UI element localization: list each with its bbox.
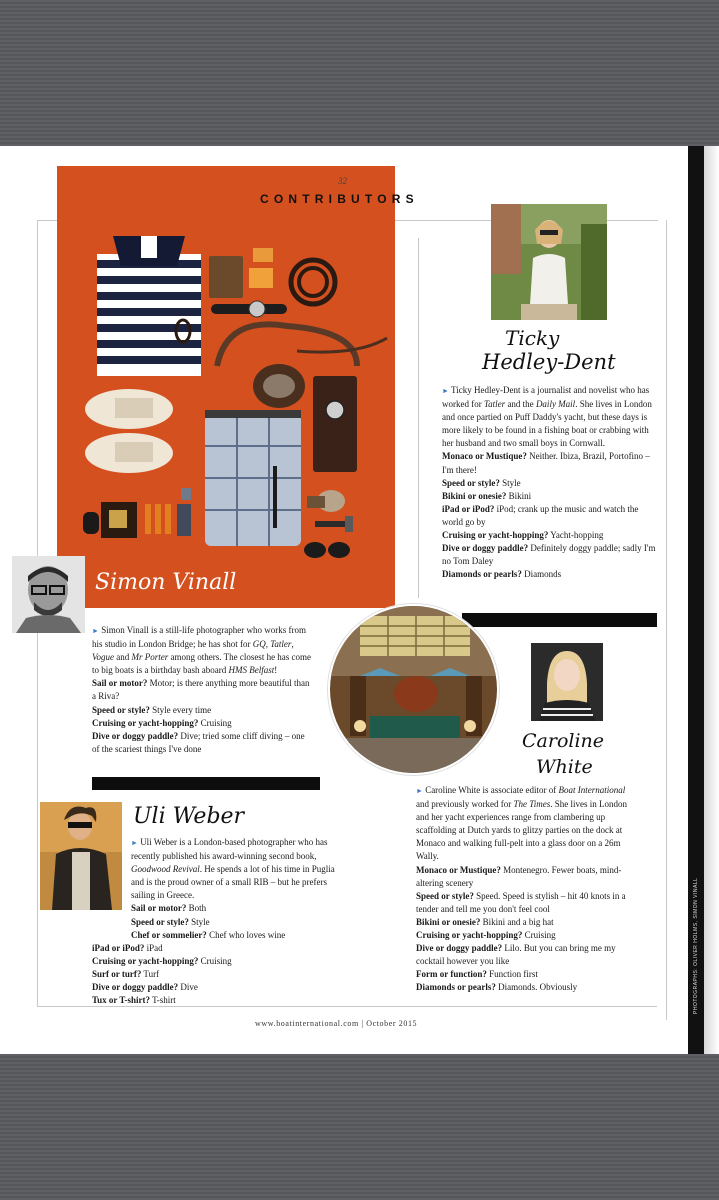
bio-ticky-intro: ► Ticky Hedley-Dent is a journalist and novelist who has worked for Tatler and the Daily Mail. She lives in London and once partied on Puff Daddy's yacht, but these days is more likely to be found in a fishing boat or crabbing with her husband and two small boys in Cornwall. bbox=[442, 385, 652, 449]
bio-simon-intro: ► Simon Vinall is a still-life photographer who works from his studio in London Bridge; he has shot for GQ, Tatler, Vogue and Mr Porter among others. The closest he has come to big boats is a birthday bash aboard HMS Belfast! bbox=[92, 625, 312, 676]
qa-item: Bikini or onesie? Bikini and a big hat bbox=[416, 916, 554, 927]
bio-caroline-intro: ► Caroline White is associate editor of Boat International and previously worked for The Times. She lives in London and her yacht experiences range from clambering up scaffolding at Dutch yards to glitzy parties on the dock at Monaco and walking full-pelt into a glass door on a 26m Wally. bbox=[416, 785, 627, 862]
qa-item: iPad or iPod? iPad bbox=[92, 942, 163, 953]
portrait-simon bbox=[12, 556, 85, 633]
qa-item: Monaco or Mustique? Montenegro. Fewer boats, mind-altering scenery bbox=[416, 864, 622, 888]
qa-item: iPad or iPod? iPod; crank up the music and watch the world go by bbox=[442, 503, 639, 527]
signature-simon: Simon Vinall bbox=[95, 570, 237, 595]
qa-item: Surf or turf? Turf bbox=[92, 968, 160, 979]
bio-simon bbox=[92, 624, 312, 756]
qa-item: Cruising or yacht-hopping? Cruising bbox=[92, 955, 232, 966]
qa-item: Diamonds or pearls? Diamonds. Obviously bbox=[416, 982, 578, 993]
signature-caroline-line1: Caroline bbox=[522, 730, 605, 752]
signature-caroline-line2: White bbox=[536, 756, 593, 778]
sneakers bbox=[85, 389, 173, 473]
qa-item: Cruising or yacht-hopping? Cruising bbox=[92, 717, 232, 728]
interior-circle-photo bbox=[328, 604, 499, 775]
qa-item: Speed or style? Style every time bbox=[92, 704, 212, 715]
qa-item: Cruising or yacht-hopping? Cruising bbox=[416, 930, 556, 941]
divider-bar-left bbox=[92, 777, 320, 790]
divider-bar-right bbox=[462, 613, 657, 627]
qa-item: Speed or style? Speed. Speed is stylish – hit 40 knots in a tender and tell me you don't feel cool bbox=[416, 890, 626, 914]
portrait-ticky bbox=[491, 204, 607, 320]
bio-uli bbox=[92, 836, 342, 1007]
photo-credit: PHOTOGRAPHS: OLIVER HOLMS, SIMON VINALL bbox=[693, 877, 699, 1014]
qa-item: Chef or sommelier? Chef who loves wine bbox=[131, 929, 286, 940]
qa-item: Speed or style? Style bbox=[131, 916, 210, 927]
viewer-background-top bbox=[0, 0, 719, 146]
qa-item: Sail or motor? Both bbox=[131, 903, 207, 914]
qa-item: Diamonds or pearls? Diamonds bbox=[442, 569, 562, 580]
signature-uli: Uli Weber bbox=[133, 804, 245, 829]
portrait-caroline bbox=[531, 643, 603, 721]
qa-item: Dive or doggy paddle? Dive; tried some cliff diving – one of the scariest things I've done bbox=[92, 730, 305, 754]
section-title: CONTRIBUTORS bbox=[260, 192, 419, 206]
page-footer: www.boatinternational.com | October 2015 bbox=[255, 1019, 418, 1028]
column-divider bbox=[418, 238, 419, 598]
viewer-background-bottom bbox=[0, 1054, 719, 1200]
page-number: 32 bbox=[338, 176, 347, 186]
bio-uli-intro: ► Uli Weber is a London-based photographer who has recently published his award-winning second book, Goodwood Revival. He spends a lot of his time in Puglia and is the proud owner of a small RIB – but he prefers sailing in Greece. bbox=[131, 837, 335, 901]
qa-item: Form or function? Function first bbox=[416, 969, 538, 980]
qa-item: Dive or doggy paddle? Definitely doggy paddle; sadly I'm no Tom Daley bbox=[442, 543, 656, 567]
striped-polo-shirt bbox=[97, 236, 201, 376]
still-life-photo bbox=[57, 166, 395, 608]
magazine-page[interactable] bbox=[0, 146, 719, 1054]
qa-item: Speed or style? Style bbox=[442, 477, 521, 488]
qa-item: Cruising or yacht-hopping? Yacht-hopping bbox=[442, 530, 604, 541]
still-life-illustration bbox=[57, 166, 395, 608]
signature-ticky-line1: Ticky bbox=[505, 326, 560, 350]
qa-item: Monaco or Mustique? Neither. Ibiza, Brazil, Portofino – I'm there! bbox=[442, 451, 650, 475]
page-gutter-shadow bbox=[704, 146, 719, 1054]
bio-ticky bbox=[442, 384, 657, 581]
qa-item: Dive or doggy paddle? Dive bbox=[92, 982, 198, 993]
frame-line-right bbox=[666, 220, 667, 1020]
frame-line-top-left bbox=[37, 220, 57, 221]
qa-item: Dive or doggy paddle? Lilo. But you can bring me my cocktail however you like bbox=[416, 943, 616, 967]
signature-ticky-line2: Hedley-Dent bbox=[482, 350, 616, 374]
bio-caroline bbox=[416, 784, 640, 995]
qa-item: Bikini or onesie? Bikini bbox=[442, 490, 532, 501]
qa-item: Sail or motor? Motor; is there anything more beautiful than a Riva? bbox=[92, 678, 310, 702]
qa-item: Tux or T-shirt? T-shirt bbox=[92, 995, 176, 1006]
plaid-pouch bbox=[205, 410, 301, 546]
